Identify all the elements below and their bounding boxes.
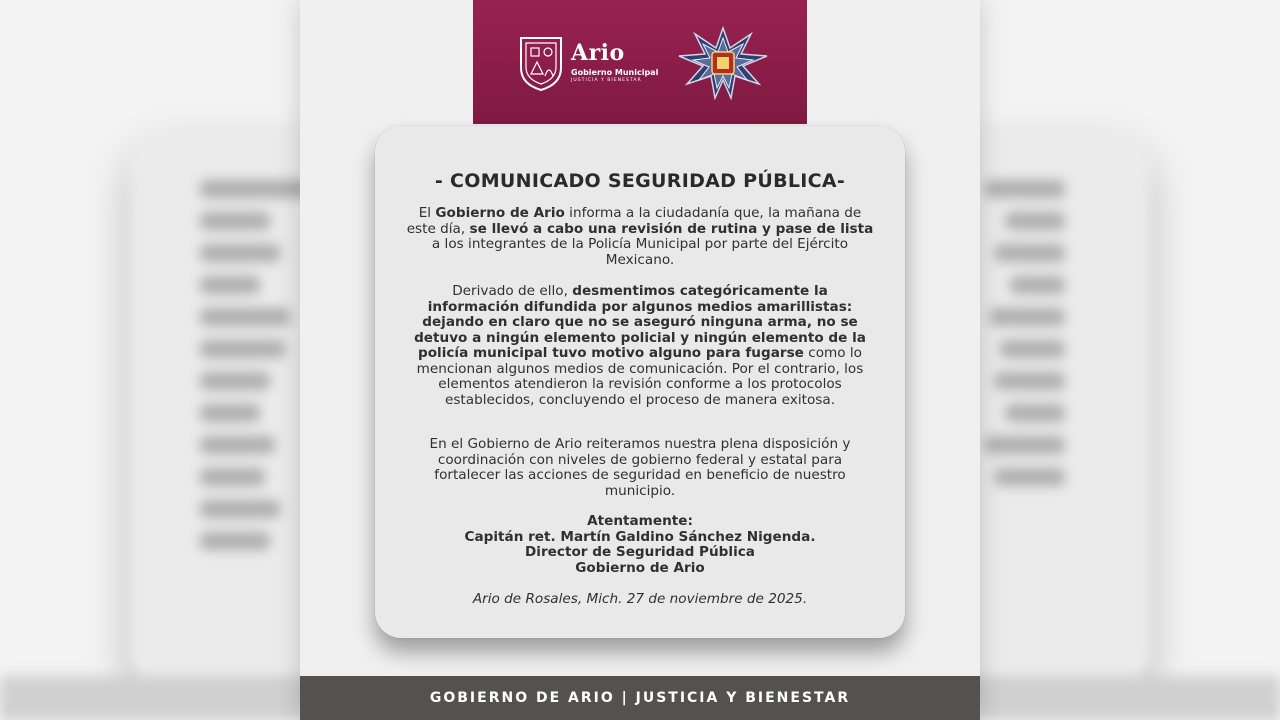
- p2-bold-denial: desmentimos categóricamente la información difundida por algunos medios amarillistas: dejando en claro que no se aseguró ninguna arma, no se detuvo a ningún elemento policial y ningún elemento de la policía municipal tuvo motivo alguno para fugarse: [414, 283, 866, 361]
- communique-poster: [300, 0, 980, 720]
- logo-subtitle: Gobierno Municipal: [571, 68, 659, 77]
- p1-bold-entity: Gobierno de Ario: [435, 205, 565, 221]
- municipal-seal-icon: [517, 34, 565, 92]
- blurred-text-right: [975, 180, 1065, 500]
- signature-organization: Gobierno de Ario: [575, 559, 705, 576]
- communique-date: Ario de Rosales, Mich. 27 de noviembre de 2025.: [472, 591, 808, 607]
- p2-text: Derivado de ello,: [452, 283, 573, 299]
- ario-logo: [517, 34, 659, 94]
- p2-text: como lo mencionan algunos medios de comunicación. Por el contrario, los elementos atendieron la revisión conforme a los protocolos establecidos, concluyendo el proceso de manera exitosa.: [416, 345, 864, 408]
- police-badge-icon: [675, 26, 771, 100]
- ario-logo-text: [571, 40, 658, 83]
- paragraph-announcement: [405, 206, 875, 268]
- p1-text: El: [418, 205, 436, 221]
- signature-block: [405, 514, 875, 576]
- paragraph-coordination: En el Gobierno de Ario reiteramos nuestra plena disposición y coordinación con niveles de gobierno federal y estatal para fortalecer las acciones de seguridad en beneficio de nuestro municipio.: [429, 436, 851, 499]
- p1-bold-event: se llevó a cabo una revisión de rutina y pase de lista: [469, 220, 874, 237]
- paragraph-denial: [405, 284, 875, 408]
- footer-bar: GOBIERNO DE ARIO | JUSTICIA Y BIENESTAR: [300, 676, 980, 720]
- communique-card: [375, 126, 905, 638]
- p1-text: informa a la ciudadanía que, la mañana de este día,: [406, 205, 862, 237]
- communique-title: - COMUNICADO SEGURIDAD PÚBLICA-: [434, 170, 846, 192]
- logo-tagline: JUSTICIA Y BIENESTAR: [571, 78, 642, 83]
- header-band: [473, 0, 807, 124]
- logo-title: Ario: [571, 40, 625, 66]
- signature-position: Director de Seguridad Pública: [525, 544, 755, 560]
- signature-closing: Atentamente:: [587, 513, 693, 529]
- signature-name: Capitán ret. Martín Galdino Sánchez Nigenda.: [464, 528, 816, 545]
- p1-text: a los integrantes de la Policía Municipal por parte del Ejército Mexicano.: [431, 236, 849, 268]
